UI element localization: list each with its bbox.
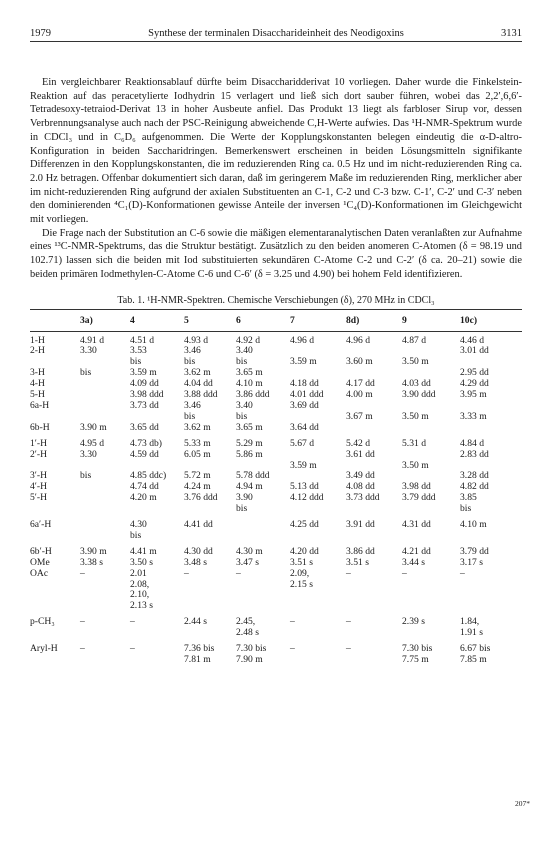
- table-caption: Tab. 1. ¹H-NMR-Spektren. Chemische Verschiebungen (δ), 270 MHz in CDCl₃: [117, 294, 435, 306]
- table-cell: 4.41 m: [130, 545, 157, 557]
- table-row: [30, 580, 522, 591]
- table-cell: [236, 515, 290, 531]
- table-cell: [184, 504, 236, 515]
- row-label: OMe: [30, 556, 50, 568]
- table-cell: 3.98 ddd: [130, 389, 164, 401]
- table-cell: 4.30: [130, 519, 147, 531]
- table-cell: [460, 580, 522, 591]
- table-cell: [402, 531, 460, 542]
- table-cell: 4.04 dd: [184, 378, 213, 390]
- table-cell: 3.79 dd: [460, 545, 489, 557]
- table-cell: 4.24 m: [184, 481, 211, 493]
- column-header: 10c): [460, 309, 522, 331]
- table-cell: 4.10 m: [236, 378, 263, 390]
- table-cell: [80, 379, 130, 390]
- table-cell: 6.67 bis: [460, 643, 491, 655]
- table-cell: 3.88 ddd: [184, 389, 218, 401]
- table-cell: 3.50 m: [402, 356, 429, 368]
- table-cell: 4.82 dd: [460, 481, 489, 493]
- table-cell: 3.90 ddd: [402, 389, 436, 401]
- row-label: [30, 601, 80, 612]
- table-cell: 4.21 dd: [402, 545, 431, 557]
- table-cell: bis: [236, 503, 248, 515]
- column-header: 7: [290, 309, 346, 331]
- table-cell: [346, 590, 402, 601]
- column-header: 3a): [80, 309, 130, 331]
- document-page: [30, 28, 522, 666]
- table-row: [30, 357, 522, 368]
- row-label: 4-H: [30, 378, 45, 390]
- table-cell: 1.91 s: [460, 627, 483, 639]
- row-label: 6b′-H: [30, 545, 52, 557]
- column-header: 8d): [346, 309, 402, 331]
- table-row: [30, 590, 522, 601]
- table-cell: [80, 401, 130, 412]
- table-cell: 3.86 ddd: [236, 389, 270, 401]
- running-header: [30, 28, 522, 42]
- table-cell: [236, 601, 290, 612]
- table-cell: [402, 590, 460, 601]
- column-header: [30, 309, 80, 331]
- table-cell: [236, 531, 290, 542]
- table-cell: 3.65 dd: [130, 421, 159, 433]
- table-row: [30, 569, 522, 580]
- header-year: 1979: [30, 28, 51, 39]
- table-cell: 4.03 dd: [402, 378, 431, 390]
- table-cell: 3.64 dd: [290, 421, 319, 433]
- table-cell: [290, 450, 346, 461]
- table-cell: 3.91 dd: [346, 519, 375, 531]
- table-cell: 2.13 s: [130, 600, 153, 612]
- table-cell: 3.50 m: [402, 410, 429, 422]
- table-cell: 3.62 m: [184, 367, 211, 379]
- table-cell: [402, 601, 460, 612]
- table-cell: 1.84,: [460, 616, 480, 628]
- table-cell: 7.90 m: [236, 654, 263, 666]
- row-label: [30, 655, 80, 666]
- page-footer-mark: 207*: [515, 799, 530, 808]
- table-cell: [346, 423, 402, 434]
- table-row: [30, 628, 522, 639]
- table-cell: 4.25 dd: [290, 519, 319, 531]
- table-cell: [290, 590, 346, 601]
- table-row: [30, 542, 522, 558]
- table-row: [30, 423, 522, 434]
- table-cell: [290, 601, 346, 612]
- table-cell: 3.50 m: [402, 459, 429, 471]
- table-row: [30, 639, 522, 655]
- table-row: [30, 434, 522, 450]
- row-label: 1-H: [30, 334, 45, 346]
- table-cell: 3.50 s: [130, 556, 153, 568]
- table-cell: [80, 515, 130, 531]
- table-cell: 3.40: [236, 399, 253, 411]
- column-header: 5: [184, 309, 236, 331]
- table-cell: –: [184, 567, 189, 579]
- table-row: [30, 390, 522, 401]
- table-cell: 5.72 m: [184, 470, 211, 482]
- table-cell: [80, 601, 130, 612]
- table-cell: [184, 590, 236, 601]
- table-cell: bis: [130, 356, 142, 368]
- table-cell: 4.91 d: [80, 334, 104, 346]
- table-cell: 4.85 ddc): [130, 470, 167, 482]
- paragraph: Die Frage nach der Substitution an C-6 sowie die mäßigen elementaranalytischen Daten veranlaßten zur Aufnahme eines ¹³C-NMR-Spektrums, das die Struktur bestätigt. Zusätzlich zu den beiden anomeren C-Atomen (δ = 98.19 und 102.71) lassen sich die beiden mit Iod substituierten sekundären C-Atome C-2 und C-2′ (δ ca. 20–21) sowie die beiden primären Iodmethylen-C-Atome C-6 und C-6′ (δ = 3.25 und 4.90) bei hohem Feld identifizieren.: [30, 227, 522, 280]
- table-cell: 3.51 s: [346, 556, 369, 568]
- row-label: [30, 531, 80, 542]
- table-cell: 4.12 ddd: [290, 492, 324, 504]
- table-cell: [346, 504, 402, 515]
- column-header: 9: [402, 309, 460, 331]
- table-cell: –: [402, 567, 407, 579]
- table-cell: 3.59 m: [290, 356, 317, 368]
- table-row: [30, 331, 522, 346]
- row-label: 3′-H: [30, 470, 48, 482]
- table-cell: [402, 504, 460, 515]
- table-cell: 3.95 m: [460, 389, 487, 401]
- table-cell: 3.30: [80, 448, 97, 460]
- table-row: [30, 379, 522, 390]
- table-cell: 3.73 ddd: [346, 492, 380, 504]
- table-cell: 6.05 m: [184, 448, 211, 460]
- table-row: [30, 612, 522, 628]
- nmr-table: [30, 309, 522, 666]
- table-cell: 3.60 m: [346, 356, 373, 368]
- table-cell: 4.20 dd: [290, 545, 319, 557]
- row-label: 6a′-H: [30, 519, 52, 531]
- table-cell: 3.69 dd: [290, 399, 319, 411]
- table-cell: –: [346, 616, 351, 628]
- table-cell: [130, 504, 184, 515]
- table-cell: [402, 450, 460, 461]
- table-cell: 3.98 dd: [402, 481, 431, 493]
- table-cell: 4.46 d: [460, 334, 484, 346]
- table-cell: 2.09,: [290, 567, 310, 579]
- table-cell: 5.31 d: [402, 437, 426, 449]
- table-cell: 3.86 dd: [346, 545, 375, 557]
- table-cell: 3.67 m: [346, 410, 373, 422]
- table-cell: [184, 601, 236, 612]
- table-cell: –: [236, 567, 241, 579]
- table-cell: 5.86 m: [236, 448, 263, 460]
- row-label: [30, 628, 80, 639]
- table-cell: 3.61 dd: [346, 448, 375, 460]
- table-cell: 3.65 m: [236, 367, 263, 379]
- table-cell: 5.67 d: [290, 437, 314, 449]
- table-cell: 3.48 s: [184, 556, 207, 568]
- table-cell: 4.87 d: [402, 334, 426, 346]
- table-cell: 2.01: [130, 567, 147, 579]
- table-cell: 4.30 m: [236, 545, 263, 557]
- row-label: 1′-H: [30, 437, 48, 449]
- table-cell: 4.74 dd: [130, 481, 159, 493]
- table-cell: 4.29 dd: [460, 378, 489, 390]
- table-cell: 4.18 dd: [290, 378, 319, 390]
- table-cell: [346, 580, 402, 591]
- table-cell: –: [290, 643, 295, 655]
- table-cell: bis: [236, 410, 248, 422]
- table-cell: –: [80, 616, 85, 628]
- table-row: [30, 461, 522, 472]
- table-cell: [460, 423, 522, 434]
- row-label: 5-H: [30, 389, 45, 401]
- table-cell: 4.96 d: [290, 334, 314, 346]
- table-cell: [290, 504, 346, 515]
- table-cell: 3.79 ddd: [402, 492, 436, 504]
- table-cell: bis: [80, 367, 92, 379]
- table-cell: [290, 655, 346, 666]
- row-label: 6a-H: [30, 399, 50, 411]
- column-header: 4: [130, 309, 184, 331]
- table-cell: 4.20 m: [130, 492, 157, 504]
- table-cell: bis: [460, 503, 472, 515]
- table-cell: [460, 601, 522, 612]
- table-cell: 3.62 m: [184, 421, 211, 433]
- table-cell: [184, 580, 236, 591]
- table-cell: 2.08,: [130, 578, 150, 590]
- table-cell: 4.92 d: [236, 334, 260, 346]
- table-cell: 4.30 dd: [184, 545, 213, 557]
- table-cell: 4.31 dd: [402, 519, 431, 531]
- table-cell: 3.46: [184, 399, 201, 411]
- table-cell: [346, 601, 402, 612]
- table-cell: [184, 628, 236, 639]
- table-cell: 4.09 dd: [130, 378, 159, 390]
- table-cell: –: [346, 643, 351, 655]
- table-cell: [80, 590, 130, 601]
- table-cell: 3.65 m: [236, 421, 263, 433]
- row-label: [30, 580, 80, 591]
- table-cell: 4.95 d: [80, 437, 104, 449]
- table-cell: bis: [80, 470, 92, 482]
- table-cell: [184, 531, 236, 542]
- table-cell: 2.45,: [236, 616, 256, 628]
- table-cell: 2.95 dd: [460, 367, 489, 379]
- table-cell: [346, 531, 402, 542]
- row-label: Aryl-H: [30, 643, 58, 655]
- table-cell: bis: [130, 529, 142, 541]
- table-row: [30, 558, 522, 569]
- table-cell: –: [290, 616, 295, 628]
- table-cell: 3.30: [80, 345, 97, 357]
- table-cell: 4.93 d: [184, 334, 208, 346]
- table-cell: 5.42 d: [346, 437, 370, 449]
- table-cell: 4.94 m: [236, 481, 263, 493]
- table-row: [30, 450, 522, 461]
- paragraph: Ein vergleichbarer Reaktionsablauf dürfte beim Disaccharidderivat 10 vorliegen. Daher wurde die Finkelstein-Reaktion auf das peracetylierte Iodhydrin 15 verlagert und ließ sich dort sauber führen, wobei das 2,2′,6,6′-Tetradesoxy-tetraiod-Derivat 13 in hoher Ausbeute anfiel. Das Produkt 13 liegt als farbloser Sirup vor, dessen Verbrennungsanalyse auch nach der PSC-Reinigung abweichende C,H-Werte aufwies. Das ¹H-NMR-Spektrum wurde in CDCl₃ und in C₆D₆ aufgenommen. Die Werte der Kopplungskonstanten belegen eindeutig die α-D-altro-Konfiguration in beiden Saccharidringen. Bemerkenswert erscheinen in beiden Lösungsmitteln signifikante Differenzen in den Kopplungskonstanten, die im reduzierenden Ring ca. 0.5 Hz und im nicht-reduzierenden Ring ca. 2.0 Hz betragen. Offenbar dokumentiert sich daran, daß im geringerem Maße im reduzierenden Ring, merklicher aber im nicht-reduzierenden Ring aufgrund der axialen Substituenten an C-1, C-2 und C-3 bzw. C-1′, C-2′ und C-3′ neben den dominierenden ⁴C₁(D)-Konformationen gewisse Anteile der inversen ¹C₄(D)-Konformationen im Gleichgewicht mit vorliegen.: [30, 77, 522, 226]
- table-cell: 4.08 dd: [346, 481, 375, 493]
- table-cell: [402, 423, 460, 434]
- table-cell: 3.28 dd: [460, 470, 489, 482]
- row-label: [30, 590, 80, 601]
- table-cell: bis: [236, 356, 248, 368]
- table-cell: [290, 531, 346, 542]
- table-cell: –: [80, 567, 85, 579]
- table-cell: [346, 628, 402, 639]
- table-cell: [80, 531, 130, 542]
- table-cell: 4.96 d: [346, 334, 370, 346]
- table-cell: –: [460, 567, 465, 579]
- table-cell: [80, 628, 130, 639]
- table-row: [30, 531, 522, 542]
- table-cell: 7.75 m: [402, 654, 429, 666]
- table-cell: 4.01 ddd: [290, 389, 324, 401]
- table-cell: 3.33 m: [460, 410, 487, 422]
- table-cell: [80, 493, 130, 504]
- table-cell: [80, 655, 130, 666]
- table-cell: [80, 580, 130, 591]
- table-cell: 4.00 m: [346, 389, 373, 401]
- table-cell: [402, 628, 460, 639]
- table-cell: 2.83 dd: [460, 448, 489, 460]
- table-cell: [130, 628, 184, 639]
- table-cell: [346, 655, 402, 666]
- table-cell: 4.41 dd: [184, 519, 213, 531]
- body-text: [30, 76, 522, 282]
- table-cell: 3.38 s: [80, 556, 103, 568]
- table-cell: 3.90: [236, 492, 253, 504]
- table-cell: –: [130, 616, 135, 628]
- table-cell: [236, 590, 290, 601]
- table-cell: –: [130, 643, 135, 655]
- table-cell: 5.78 ddd: [236, 470, 270, 482]
- table-cell: 3.46: [184, 345, 201, 357]
- table-cell: 3.76 ddd: [184, 492, 218, 504]
- table-cell: 3.90 m: [80, 545, 107, 557]
- row-label: 2-H: [30, 345, 45, 357]
- table-cell: 3.59 m: [130, 367, 157, 379]
- table-row: [30, 368, 522, 379]
- table-row: [30, 601, 522, 612]
- table-row: [30, 471, 522, 482]
- row-label: 3-H: [30, 367, 45, 379]
- table-cell: bis: [184, 356, 196, 368]
- table-cell: 7.36 bis: [184, 643, 215, 655]
- table-row: [30, 655, 522, 666]
- table-cell: –: [80, 643, 85, 655]
- table-cell: 3.01 dd: [460, 345, 489, 357]
- row-label: [30, 504, 80, 515]
- table-cell: 3.51 s: [290, 556, 313, 568]
- table-cell: 3.40: [236, 345, 253, 357]
- table-row: [30, 493, 522, 504]
- table-cell: 4.84 d: [460, 437, 484, 449]
- table-cell: 2.44 s: [184, 616, 207, 628]
- table-cell: 4.51 d: [130, 334, 154, 346]
- table-cell: 3.73 dd: [130, 399, 159, 411]
- table-cell: 4.10 m: [460, 519, 487, 531]
- table-row: [30, 515, 522, 531]
- table-cell: 2.48 s: [236, 627, 259, 639]
- table-header-row: [30, 309, 522, 331]
- row-label: 5′-H: [30, 492, 48, 504]
- table-cell: [80, 482, 130, 493]
- row-label: OAc: [30, 567, 49, 579]
- table-cell: [80, 504, 130, 515]
- table-cell: 2.39 s: [402, 616, 425, 628]
- column-header: 6: [236, 309, 290, 331]
- table-cell: 4.17 dd: [346, 378, 375, 390]
- table-cell: 5.29 m: [236, 437, 263, 449]
- table-cell: 7.30 bis: [236, 643, 267, 655]
- table-cell: 3.44 s: [402, 556, 425, 568]
- header-title: Synthese der terminalen Disaccharideinheit des Neodigoxins: [148, 28, 404, 39]
- table-cell: bis: [184, 410, 196, 422]
- table-cell: [460, 590, 522, 601]
- table-cell: 3.90 m: [80, 421, 107, 433]
- table-cell: [130, 655, 184, 666]
- table-cell: 7.81 m: [184, 654, 211, 666]
- table-cell: 4.59 dd: [130, 448, 159, 460]
- row-label: p-CH₃: [30, 616, 55, 628]
- table-cell: 3.85: [460, 492, 477, 504]
- table-cell: 4.73 db): [130, 437, 162, 449]
- table-cell: [460, 531, 522, 542]
- table-cell: [80, 390, 130, 401]
- table-cell: 7.30 bis: [402, 643, 433, 655]
- row-label: 6b-H: [30, 421, 50, 433]
- table-row: [30, 482, 522, 493]
- table-cell: 2.15 s: [290, 578, 313, 590]
- table-cell: 3.49 dd: [346, 470, 375, 482]
- table-row: [30, 504, 522, 515]
- table-cell: 7.85 m: [460, 654, 487, 666]
- table-cell: 3.59 m: [290, 459, 317, 471]
- row-label: 4′-H: [30, 481, 48, 493]
- table-cell: [290, 628, 346, 639]
- table-cell: 5.13 dd: [290, 481, 319, 493]
- table-cell: 2.10,: [130, 589, 150, 601]
- table-row: [30, 346, 522, 357]
- table-cell: 3.17 s: [460, 556, 483, 568]
- table-row: [30, 401, 522, 412]
- table-cell: [236, 580, 290, 591]
- table-cell: 3.47 s: [236, 556, 259, 568]
- row-label: 2′-H: [30, 448, 48, 460]
- table-cell: 3.53: [130, 345, 147, 357]
- table-cell: –: [346, 567, 351, 579]
- table-cell: [402, 580, 460, 591]
- header-page-number: 3131: [501, 28, 522, 39]
- table-cell: 5.33 m: [184, 437, 211, 449]
